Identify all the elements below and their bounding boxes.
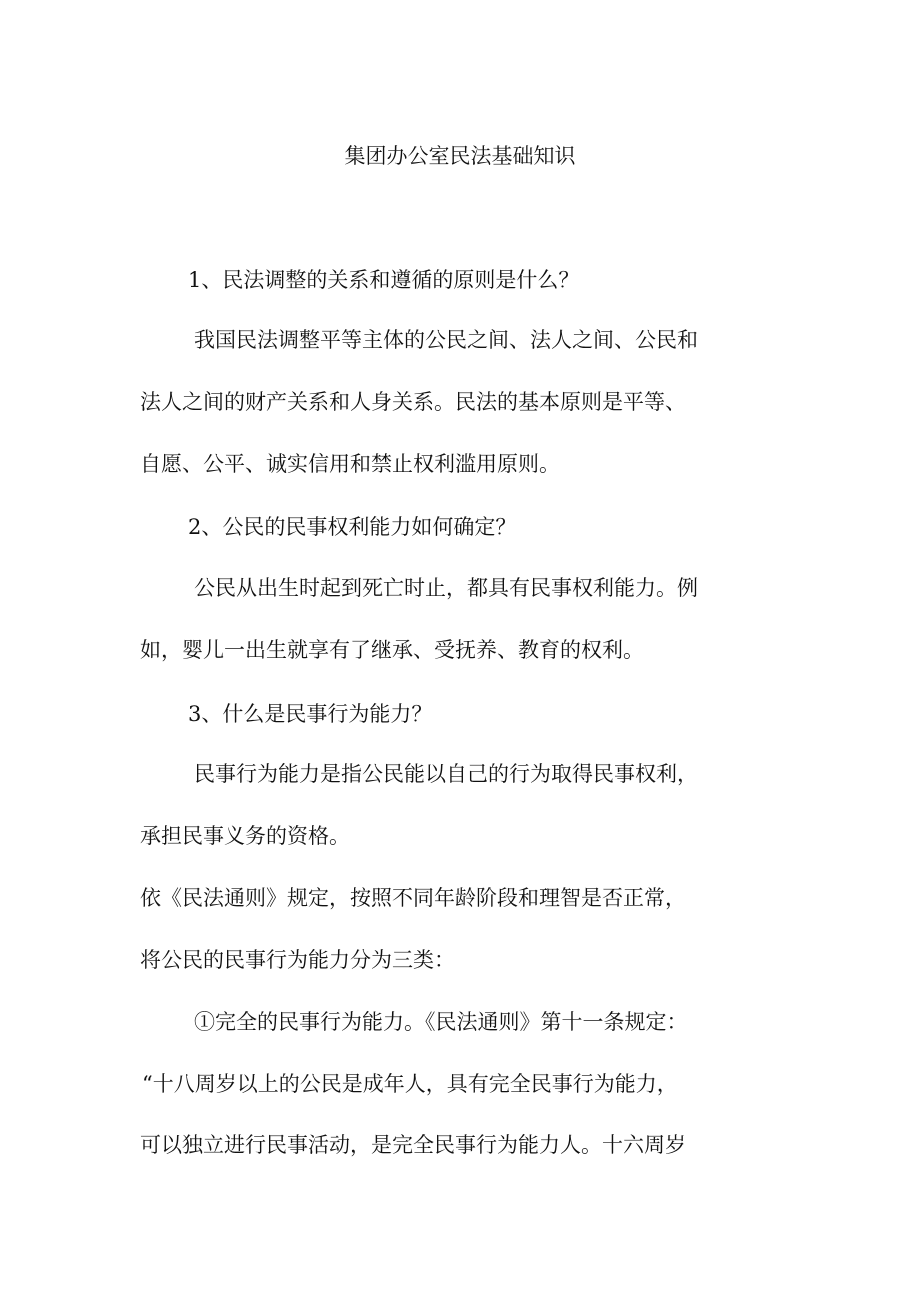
question-1: 1、民法调整的关系和遵循的原则是什么？ [188, 268, 580, 292]
answer-1-line-1: 我国民法调整平等主体的公民之间、法人之间、公民和 [194, 328, 698, 352]
question-2: 2、公民的民事权利能力如何确定？ [188, 515, 517, 539]
answer-1-line-3: 自愿、公平、诚实信用和禁止权利滥用原则。 [140, 452, 560, 476]
answer-2-line-2: 如，婴儿一出生就享有了继承、受抚养、教育的权利。 [140, 638, 644, 662]
answer-2-line-1: 公民从出生时起到死亡时止，都具有民事权利能力。例 [194, 576, 698, 600]
answer-3-line-3: 依《民法通则》规定，按照不同年龄阶段和理智是否正常， [140, 886, 686, 910]
answer-3-line-4: 将公民的民事行为能力分为三类： [140, 948, 455, 972]
category-1-line-3: 可以独立进行民事活动，是完全民事行为能力人。十六周岁 [140, 1133, 686, 1157]
document-title: 集团办公室民法基础知识 [344, 144, 576, 168]
answer-3-line-2: 承担民事义务的资格。 [140, 824, 350, 848]
answer-3-line-1: 民事行为能力是指公民能以自己的行为取得民事权利， [194, 762, 698, 786]
category-1-line-1: ①完全的民事行为能力。《民法通则》第十一条规定： [194, 1010, 688, 1034]
answer-1-line-2: 法人之间的财产关系和人身关系。民法的基本原则是平等、 [140, 390, 686, 414]
category-1-line-2: “十八周岁以上的公民是成年人，具有完全民事行为能力， [142, 1072, 678, 1096]
question-3: 3、什么是民事行为能力？ [188, 702, 433, 726]
